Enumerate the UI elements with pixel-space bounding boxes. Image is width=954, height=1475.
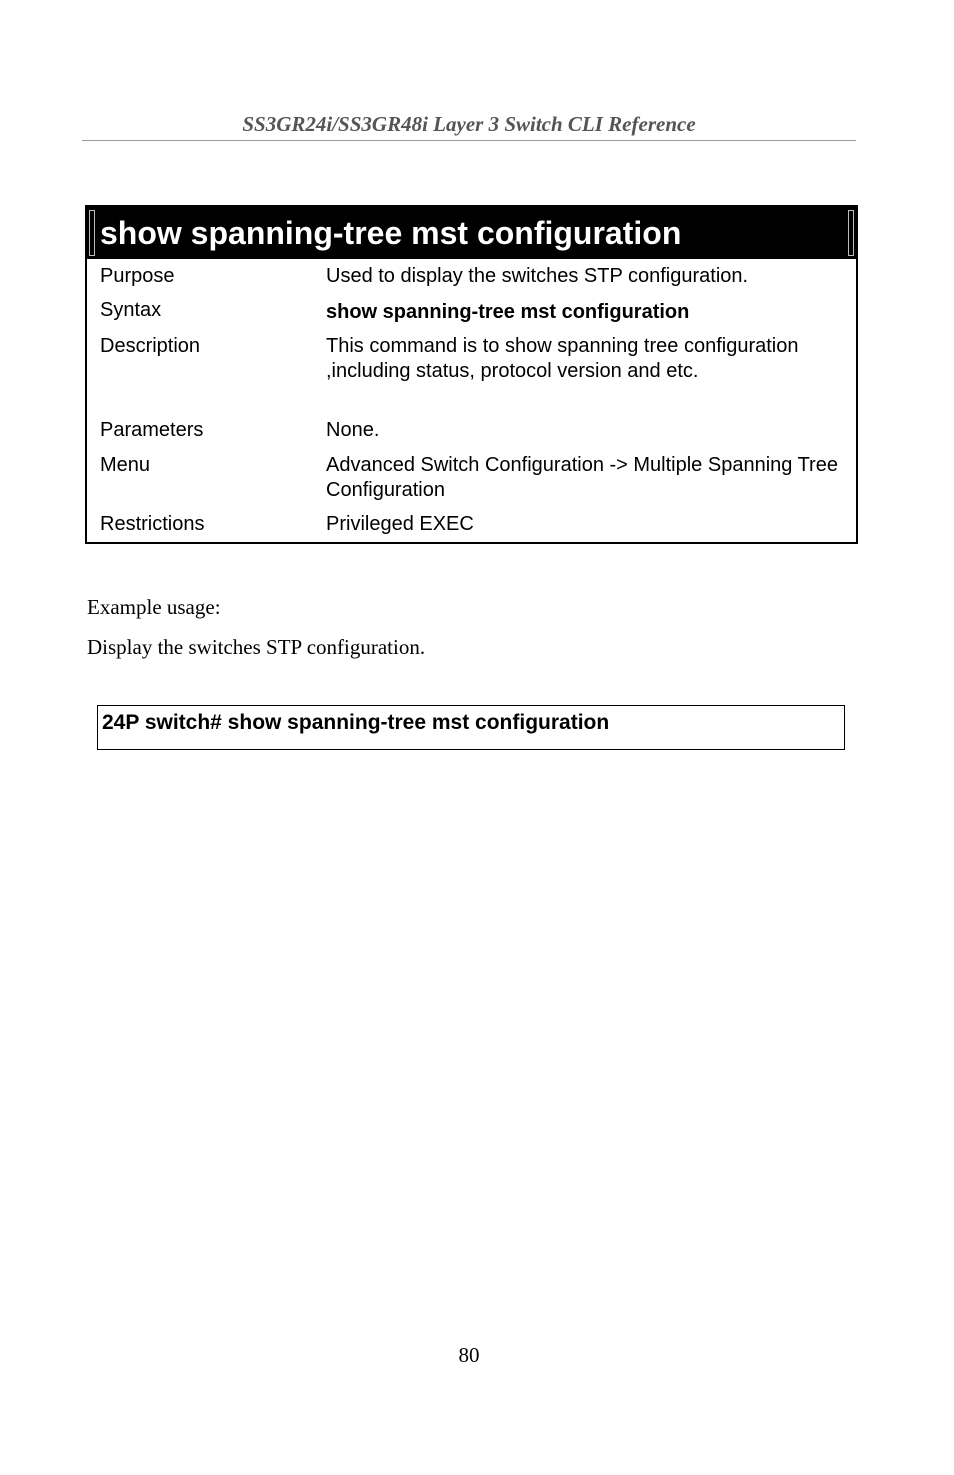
row-label: Purpose	[100, 265, 175, 287]
row-value: show spanning-tree mst configuration	[326, 301, 690, 323]
row-label: Description	[100, 335, 201, 357]
row-restrictions	[100, 512, 845, 537]
row-value: None.	[326, 419, 380, 441]
row-purpose	[100, 264, 845, 289]
row-label: Parameters	[100, 419, 204, 441]
code-example-text: 24P switch# show spanning-tree mst configuration	[102, 711, 610, 734]
title-bar-right-edge	[848, 210, 854, 256]
command-box	[85, 205, 858, 544]
command-title: show spanning-tree mst configuration	[100, 215, 682, 251]
row-label: Restrictions	[100, 513, 205, 535]
row-value: Advanced Switch Configuration -> Multiple Spanning Tree Configuration	[326, 454, 838, 501]
row-value: Privileged EXEC	[326, 513, 474, 535]
row-value: This command is to show spanning tree configuration ,including status, protocol version and etc.	[326, 335, 799, 382]
header-rule	[82, 140, 856, 141]
row-label: Syntax	[100, 299, 162, 321]
example-description: Display the switches STP configuration.	[87, 635, 426, 659]
running-header: SS3GR24i/SS3GR48i Layer 3 Switch CLI Reference	[242, 112, 696, 136]
command-title-bar	[87, 207, 856, 259]
row-description	[100, 334, 845, 409]
page-number: 80	[458, 1343, 480, 1367]
example-usage-label: Example usage:	[87, 595, 221, 619]
row-menu	[100, 453, 845, 503]
code-example-box	[97, 705, 845, 750]
row-value: Used to display the switches STP configuration.	[326, 265, 749, 287]
title-bar-left-edge	[89, 210, 95, 256]
row-syntax	[100, 298, 845, 323]
row-label: Menu	[100, 454, 151, 476]
row-parameters	[100, 418, 845, 443]
